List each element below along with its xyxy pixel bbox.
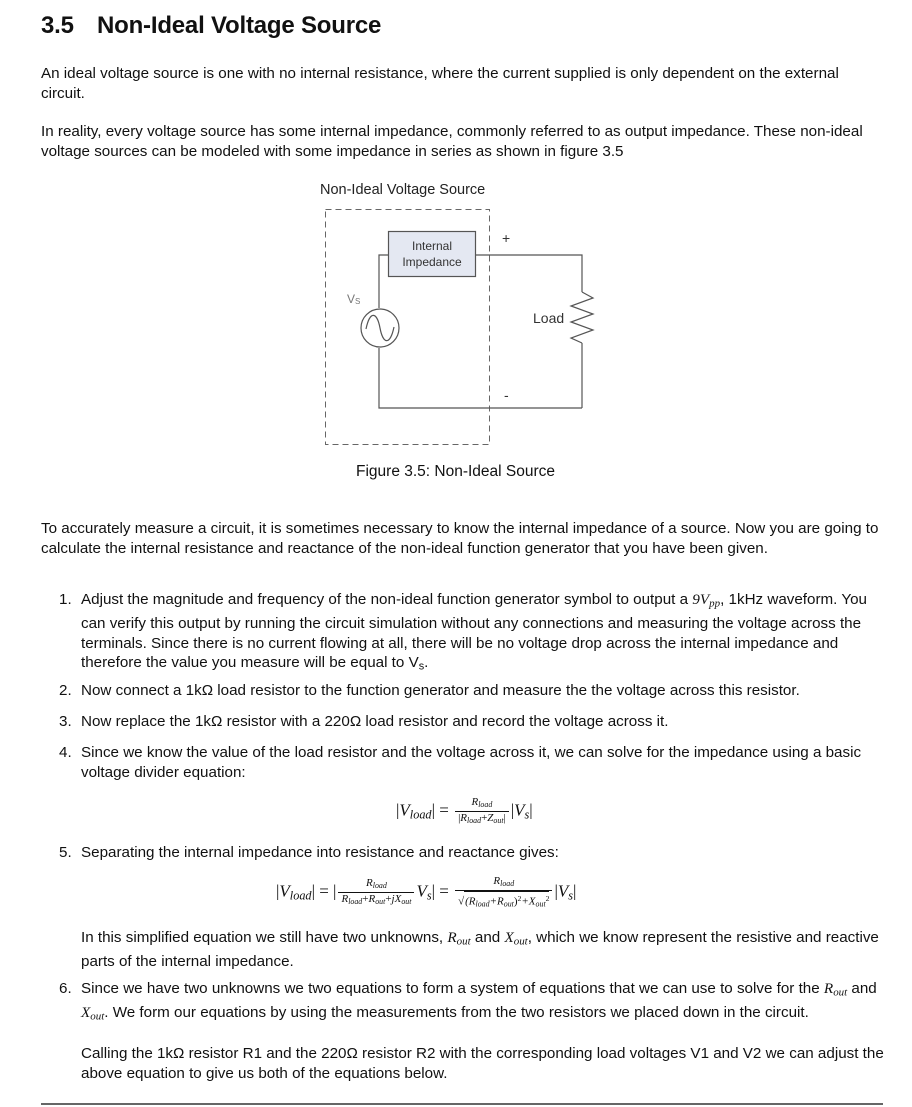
step-number: 5.: [59, 844, 72, 861]
step-5-followup: In this simplified equation we still have two unknowns, $R_{out}$ and $X_{out}$, which we know represent the resistive and reactive parts of the internal impedance.: [81, 929, 879, 971]
page-divider: [41, 1103, 883, 1105]
figure-title: Non-Ideal Voltage Source: [320, 182, 486, 198]
impedance-label-1: Internal: [411, 239, 453, 253]
intro-paragraph-1: An ideal voltage source is one with no internal resistance, where the current supplied is only dependent on the external circuit.: [41, 65, 839, 102]
step-number: 6.: [59, 980, 72, 997]
plus-terminal: +: [502, 230, 511, 246]
resistance-reactance-equation: $|V_{load}|$ = | $\frac{R_{load}}{R_{load}+R_{out}+jX_{out}}$ $V_s|$ = $\frac{R_{load}}{√(R_{load}+R_{out})^2+X_{out}^2}$ $|V_s|$: [276, 875, 577, 909]
step-3: 3. Now replace the 1kΩ resistor with a 220Ω load resistor and record the voltage across it.: [59, 713, 669, 730]
voltage-divider-equation: $|V_{load}|$ = $\frac{R_{load}}{|R_{load}+Z_{out}|}$ $|V_s|$: [396, 796, 533, 825]
math-9vpp: $9V_{pp}$: [692, 591, 721, 610]
step-number: 1.: [59, 591, 72, 608]
impedance-label-2: Impedance: [402, 255, 462, 269]
step-number: 3.: [59, 713, 72, 730]
step-5: 5. Separating the internal impedance into resistance and reactance gives:: [59, 844, 559, 861]
step-number: 2.: [59, 682, 72, 699]
step-4: 4. Since we know the value of the load resistor and the voltage across it, we can solve for the impedance using a basic voltage divider equation:: [59, 744, 862, 781]
minus-terminal: -: [504, 387, 509, 403]
load-resistor: [571, 292, 593, 343]
step-6: 6. Since we have two unknowns we two equations to form a system of equations that we can use to solve for the $R_{out}$ and $X_{out}$. We form our equations by using the measurements from the two resistors we placed down in the circuit.: [59, 980, 877, 1023]
section-number: 3.5: [41, 12, 74, 39]
intro-paragraph-2: In reality, every voltage source has some internal impedance, commonly referred to as output impedance. These non-ideal voltage sources can be modeled with some impedance in series as shown in figure 3.5: [41, 123, 863, 160]
step-2: 2. Now connect a 1kΩ load resistor to the function generator and measure the the voltage across this resistor.: [59, 682, 800, 699]
step-1: 1. Adjust the magnitude and frequency of the non-ideal function generator symbol to output a $9V_{pp}$, 1kHz waveform. You can verify this output by running the circuit simulation without any connections and measuring the voltage across the terminals. Since there is no current flowing at all, there will be no voltage drop across the internal impedance and therefore the value you measure will be equal to $V_s$.: [59, 591, 867, 673]
step-6-paragraph-2: Calling the 1kΩ resistor R1 and the 220Ω resistor R2 with the corresponding load voltages V1 and V2 we can adjust the above equation to give us both of the equations below.: [81, 1045, 884, 1082]
step-number: 4.: [59, 744, 72, 761]
measure-paragraph: To accurately measure a circuit, it is sometimes necessary to know the internal impedance of a source. Now you are going to calculate the internal resistance and reactance of the non-ideal function generator that you have been given.: [41, 520, 879, 557]
wire-right-top: [475, 255, 582, 292]
load-label: Load: [533, 310, 565, 326]
figure-caption: Figure 3.5: Non-Ideal Source: [356, 463, 556, 480]
wire-left-top: [379, 255, 388, 308]
section-title: Non-Ideal Voltage Source: [97, 12, 382, 39]
circuit-diagram: [0, 0, 912, 500]
source-label: VS: [347, 292, 361, 306]
wire-left-bottom: [379, 348, 582, 408]
